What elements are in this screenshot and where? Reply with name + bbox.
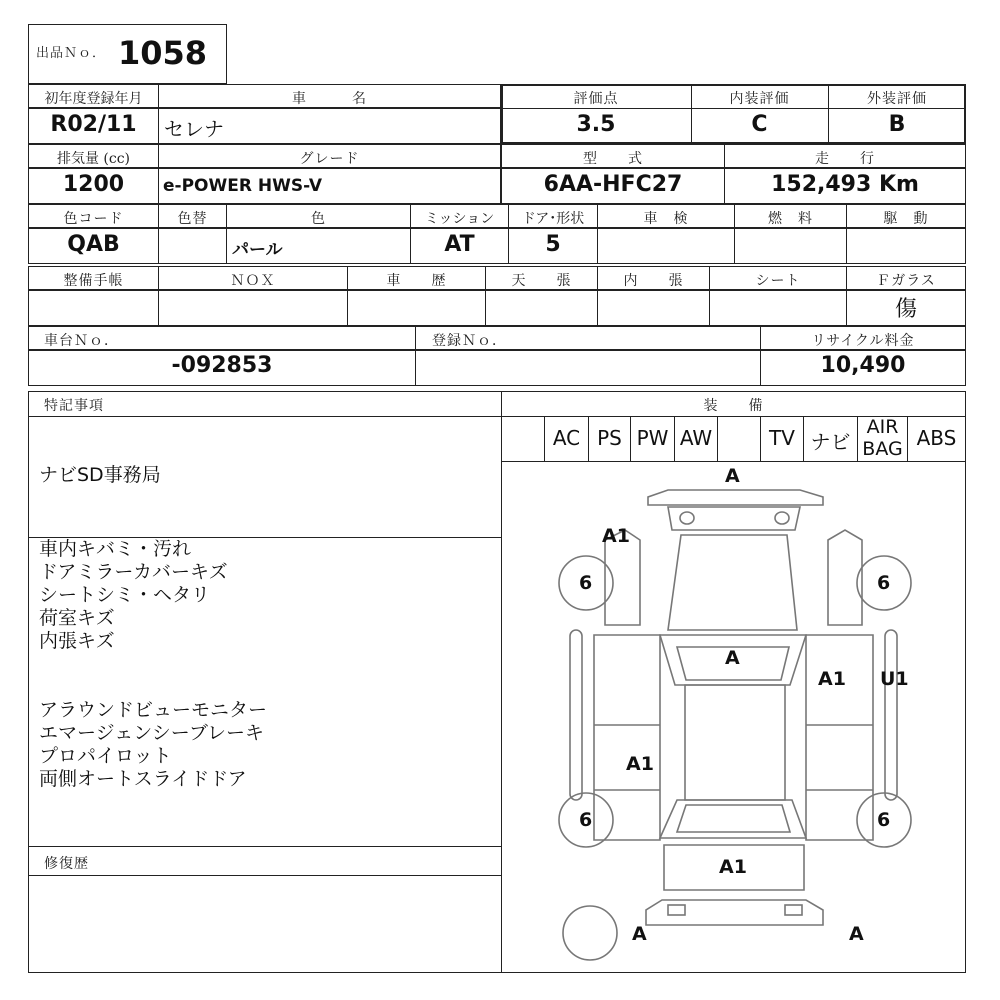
damage-right-door-front: A1 xyxy=(818,668,846,690)
front-grille-outline xyxy=(668,507,800,530)
drive-label: 駆 動 xyxy=(883,211,929,227)
equipment-ac: AC xyxy=(552,426,581,450)
fglass-label: Ｆガラス xyxy=(876,273,936,289)
interior-trim-value-cell xyxy=(597,290,710,326)
mission-label: ミッション xyxy=(424,211,495,227)
repair-value-cell xyxy=(28,875,502,973)
front-bumper-outline xyxy=(648,490,823,505)
interior-value: C xyxy=(751,112,768,137)
score-hline xyxy=(501,108,966,109)
inspection-label: 車 検 xyxy=(643,211,689,227)
special-note-5: 内張キズ xyxy=(39,630,115,652)
feature-1: アラウンドビューモニター xyxy=(39,699,268,721)
history-value-cell xyxy=(347,290,486,326)
inspection-value-cell xyxy=(597,228,735,264)
score-value: 3.5 xyxy=(576,112,616,137)
left-mirror xyxy=(570,630,582,800)
equipment-label: 装 備 xyxy=(703,398,764,414)
chassis-label: 車台Ｎｏ． xyxy=(44,333,119,349)
nox-label: ＮＯＸ xyxy=(230,273,276,289)
damage-rear-window: A1 xyxy=(719,856,747,878)
equipment-ps: PS xyxy=(597,426,622,450)
special-note-1: 車内キバミ・汚れ xyxy=(39,538,192,560)
damage-tire-rl: 6 xyxy=(579,809,593,831)
displacement-value: 1200 xyxy=(62,172,125,197)
repaint-label: 色替 xyxy=(177,211,208,227)
feature-2: エマージェンシーブレーキ xyxy=(39,722,265,744)
color-label: 色 xyxy=(311,211,326,227)
repair-label-cell xyxy=(28,846,502,876)
lot-number: 1058 xyxy=(118,34,208,72)
year-value: R02/11 xyxy=(50,112,137,137)
model-value: 6AA-HFC27 xyxy=(543,172,683,197)
door-label: ドア･形状 xyxy=(521,211,585,227)
damage-front-left: A1 xyxy=(602,525,630,547)
fglass-value: 傷 xyxy=(894,297,917,322)
damage-front-bumper: A xyxy=(725,465,740,487)
damage-tire-rr: 6 xyxy=(877,809,891,831)
damage-tire-fl: 6 xyxy=(579,572,593,594)
spare-tire xyxy=(563,906,617,960)
rear-lamp-left xyxy=(668,905,685,915)
right-mirror xyxy=(885,630,897,800)
grade-value: e-POWER HWS-V xyxy=(163,176,323,196)
equipment-aw: AW xyxy=(679,426,713,450)
feature-3: プロパイロット xyxy=(39,745,172,767)
hood-outline xyxy=(668,535,797,630)
history-label: 車 歴 xyxy=(386,273,447,289)
left-side-body xyxy=(594,635,660,840)
repaint-value-cell xyxy=(158,228,227,264)
damage-tire-fr: 6 xyxy=(877,572,891,594)
roof-value-cell xyxy=(485,290,598,326)
door-value: 5 xyxy=(545,232,561,257)
chassis-value: -092853 xyxy=(171,353,273,378)
color-code-value: QAB xyxy=(67,232,120,257)
roof-label: 天 張 xyxy=(511,273,572,289)
model-label: 型 式 xyxy=(583,151,643,167)
special-main-note: ナビSD事務局 xyxy=(39,464,161,486)
damage-right-mirror: U1 xyxy=(880,668,909,690)
fuel-label: 燃 料 xyxy=(768,211,813,227)
score-label: 評価点 xyxy=(573,91,619,107)
rear-glass-inner xyxy=(677,805,790,832)
equipment-airbag: AIR BAG xyxy=(862,416,903,460)
equipment-cell-blank-1 xyxy=(501,416,545,462)
drive-value-cell xyxy=(846,228,966,264)
special-note-4: 荷室キズ xyxy=(39,607,115,629)
color-code-label: 色コード xyxy=(63,211,124,227)
interior-label: 内装評価 xyxy=(729,91,790,107)
roof-outline xyxy=(685,685,785,800)
equipment-tv: TV xyxy=(769,426,795,450)
manual-label: 整備手帳 xyxy=(63,273,124,289)
special-label: 特記事項 xyxy=(44,398,104,414)
lot-label: 出品Ｎｏ． xyxy=(36,46,107,61)
name-label: 車 名 xyxy=(292,91,367,107)
registration-value-cell xyxy=(415,350,761,386)
right-side-body xyxy=(806,635,873,840)
fuel-value-cell xyxy=(734,228,847,264)
damage-roof: A xyxy=(725,647,740,669)
front-headlight-right xyxy=(775,512,789,524)
manual-value-cell xyxy=(28,290,159,326)
equipment-navi: ナビ xyxy=(810,430,851,454)
damage-rear-right: A xyxy=(849,923,864,945)
interior-trim-label: 内 張 xyxy=(623,273,684,289)
recycle-label: リサイクル料金 xyxy=(811,333,915,349)
equipment-abs: ABS xyxy=(916,426,957,450)
special-note-3: シートシミ・ヘタリ xyxy=(39,584,211,606)
recycle-value: 10,490 xyxy=(820,353,906,378)
nox-value-cell xyxy=(158,290,348,326)
car-diagram xyxy=(501,461,966,973)
grade-label: グレード xyxy=(299,151,360,167)
color-value: パール xyxy=(232,240,283,260)
exterior-label: 外装評価 xyxy=(867,91,927,107)
rear-lamp-right xyxy=(785,905,802,915)
mileage-label: 走 行 xyxy=(815,151,875,167)
equipment-pw: PW xyxy=(636,426,669,450)
registration-label: 登録Ｎｏ． xyxy=(432,333,507,349)
feature-4: 両側オートスライドドア xyxy=(39,768,247,790)
rear-bumper-outline xyxy=(646,900,823,925)
repair-label: 修復歴 xyxy=(44,856,89,872)
mileage-value: 152,493 Km xyxy=(771,172,919,197)
front-headlight-left xyxy=(680,512,694,524)
exterior-value: B xyxy=(888,112,906,137)
equipment-cell-blank-2 xyxy=(717,416,761,462)
displacement-label: 排気量 (cc) xyxy=(56,151,131,167)
damage-rear-left: A xyxy=(632,923,647,945)
damage-left-door: A1 xyxy=(626,753,654,775)
seat-value-cell xyxy=(709,290,847,326)
seat-label: シート xyxy=(755,273,801,289)
year-label: 初年度登録年月 xyxy=(44,91,143,107)
special-note-2: ドアミラーカバーキズ xyxy=(39,561,228,583)
mission-value: AT xyxy=(444,232,475,257)
name-value: セレナ xyxy=(164,117,224,141)
